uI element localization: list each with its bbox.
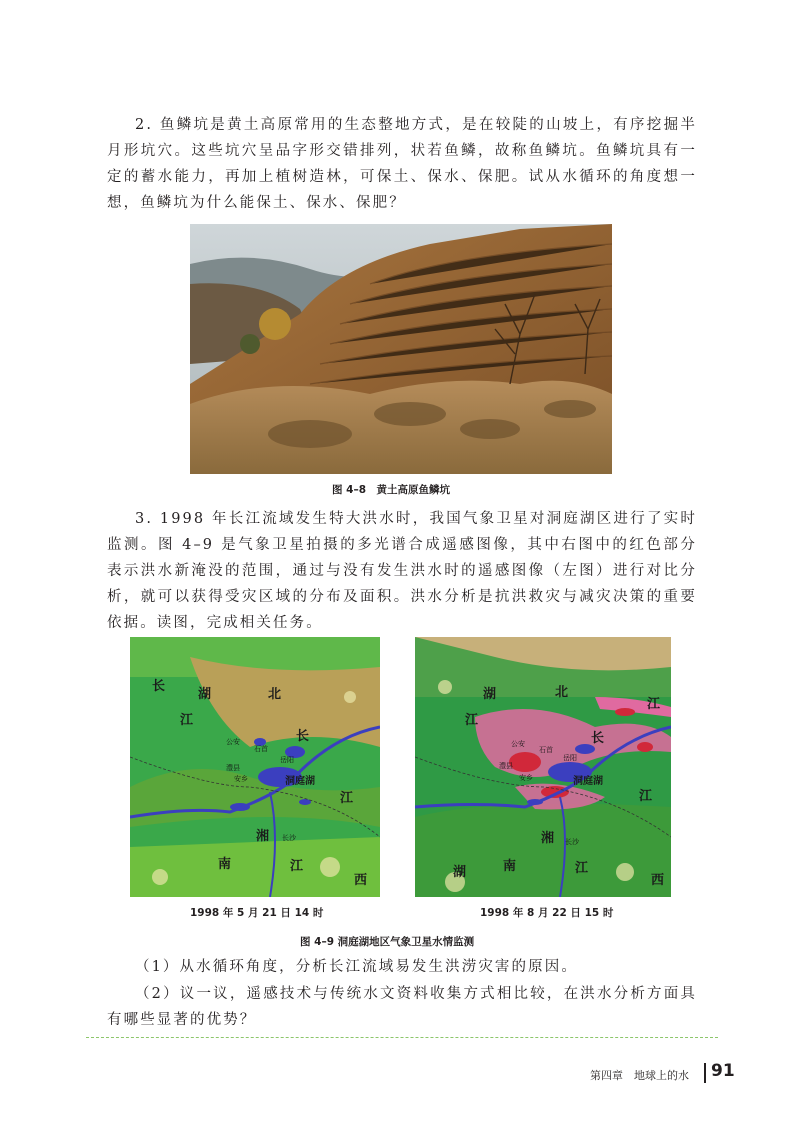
question-2-text: 2. 鱼鳞坑是黄土高原常用的生态整地方式，是在较陡的山坡上，有序挖掘半月形坑穴。这些坑穴呈品字形交错排列，状若鱼鳞，故称鱼鳞坑。鱼鳞坑具有一定的蓄水能力，再加上植树造林，可保土、保水、保肥。试从水循环的角度想一想，鱼鳞坑为什么能保土、保水、保肥？ xyxy=(107,117,697,211)
task-2-text: （2）议一议，遥感技术与传统水文资料收集方式相比较，在洪水分析方面具有哪些显著的优势？ xyxy=(107,986,697,1028)
map-label-xi: 西 xyxy=(354,873,368,888)
map-label-shishou: 石首 xyxy=(254,745,268,753)
map-label-lixian-right: 澧县 xyxy=(499,762,513,770)
map-label-jiang-3-right: 江 xyxy=(575,861,589,876)
map-label-dongting-lake: 洞庭湖 xyxy=(285,776,315,787)
map-label-chang-2: 长 xyxy=(296,729,310,744)
map-label-dongting-lake-right: 洞庭湖 xyxy=(573,776,603,787)
map-label-xi-right: 西 xyxy=(651,873,665,888)
map-label-changsha: 长沙 xyxy=(282,834,296,842)
map-label-gongan-right: 公安 xyxy=(511,740,525,748)
right-map-caption: 1998 年 8 月 22 日 15 时 xyxy=(480,907,614,919)
map-label-jiang-right: 江 xyxy=(465,713,479,728)
footer-separator xyxy=(704,1063,706,1083)
map-label-lixian: 澧县 xyxy=(226,764,240,772)
map-label-jiang-2: 江 xyxy=(340,791,354,806)
map-label-yueyang-right: 岳阳 xyxy=(563,754,577,762)
map-label-gongan: 公安 xyxy=(226,738,240,746)
figure-4-8-caption: 图 4–8 黄土高原鱼鳞坑 xyxy=(332,484,451,496)
satellite-map-august xyxy=(415,637,671,897)
left-map-caption: 1998 年 5 月 21 日 14 时 xyxy=(190,907,324,919)
map-label-anxiang: 安乡 xyxy=(234,775,248,783)
map-label-hu-right: 湖 xyxy=(483,687,497,702)
map-label-jiang-3: 江 xyxy=(290,859,304,874)
loess-fish-scale-pits-photo xyxy=(190,224,612,474)
map-label-bei-right: 北 xyxy=(555,685,569,700)
map-label-nan-right: 南 xyxy=(503,859,517,874)
map-label-nan: 南 xyxy=(218,857,232,872)
chapter-title: 第四章 地球上的水 xyxy=(590,1069,689,1082)
map-label-jiang-ne-right: 江 xyxy=(647,697,661,712)
map-label-xiang-right: 湘 xyxy=(541,831,555,846)
figure-4-9-caption: 图 4–9 洞庭湖地区气象卫星水情监测 xyxy=(300,936,475,948)
satellite-map-may xyxy=(130,637,380,897)
map-label-hu: 湖 xyxy=(198,687,212,702)
page-number: 91 xyxy=(711,1061,735,1081)
question-3-text: 3. 1998 年长江流域发生特大洪水时，我国气象卫星对洞庭湖区进行了实时监测。图 4–9 是气象卫星拍摄的多光谱合成遥感图像，其中右图中的红色部分表示洪水新淹没的范围，通过与没有发生洪水时的遥感图像（左图）进行对比分析，就可以获得受灾区域的分布及面积。洪水分析是抗洪救灾与减灾决策的重要依据。读图，完成相关任务。 xyxy=(107,511,697,631)
task-1-text: （1）从水循环角度，分析长江流域易发生洪涝灾害的原因。 xyxy=(135,959,578,975)
map-label-chang-2-right: 长 xyxy=(591,731,605,746)
map-label-hu-2-right: 湖 xyxy=(453,865,467,880)
map-label-yueyang: 岳阳 xyxy=(280,756,294,764)
map-label-chang: 长 xyxy=(152,679,166,694)
map-label-jiang: 江 xyxy=(180,713,194,728)
dashed-divider xyxy=(86,1037,718,1038)
map-label-shishou-right: 石首 xyxy=(539,746,553,754)
map-label-jiang-2-right: 江 xyxy=(639,789,653,804)
map-label-xiang: 湘 xyxy=(256,829,270,844)
map-label-bei: 北 xyxy=(268,687,282,702)
landscape-photo-graphic xyxy=(190,224,612,474)
map-label-anxiang-right: 安乡 xyxy=(519,774,533,782)
map-label-changsha-right: 长沙 xyxy=(565,838,579,846)
